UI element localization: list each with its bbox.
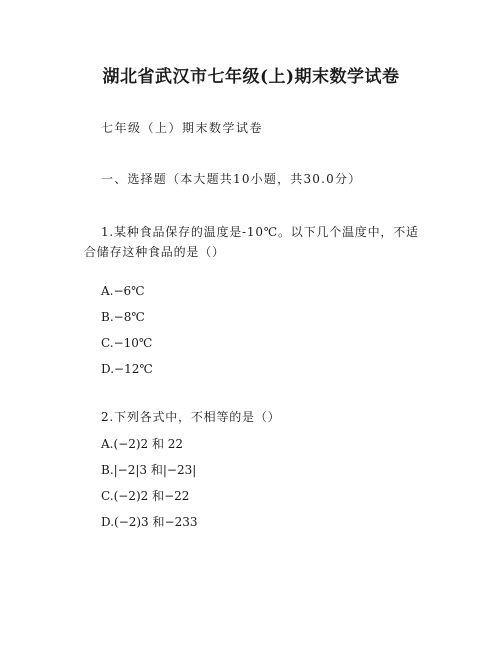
option-c: C.−10℃ bbox=[101, 336, 153, 350]
document-subtitle: 七年级（上）期末数学试卷 bbox=[101, 121, 264, 135]
option-a: A.(−2)2 和 22 bbox=[101, 437, 184, 451]
option-d: D.(−2)3 和−233 bbox=[101, 515, 198, 529]
option-c: C.(−2)2 和−22 bbox=[101, 489, 190, 503]
option-d: D.−12℃ bbox=[101, 362, 153, 376]
option-a: A.−6℃ bbox=[101, 284, 145, 298]
question-stem: 2.下列各式中，不相等的是（） bbox=[101, 410, 281, 424]
question-stem: 1.某种食品保存的温度是-10℃。以下几个温度中，不适合储存这种食品的是（） bbox=[84, 225, 419, 259]
option-b: B.−8℃ bbox=[101, 310, 145, 324]
document-title: 湖北省武汉市七年级(上)期末数学试卷 bbox=[102, 67, 400, 87]
option-b: B.|−2|3 和|−23| bbox=[101, 463, 197, 477]
section-heading: 一、选择题（本大题共10小题，共30.0分） bbox=[101, 172, 362, 186]
